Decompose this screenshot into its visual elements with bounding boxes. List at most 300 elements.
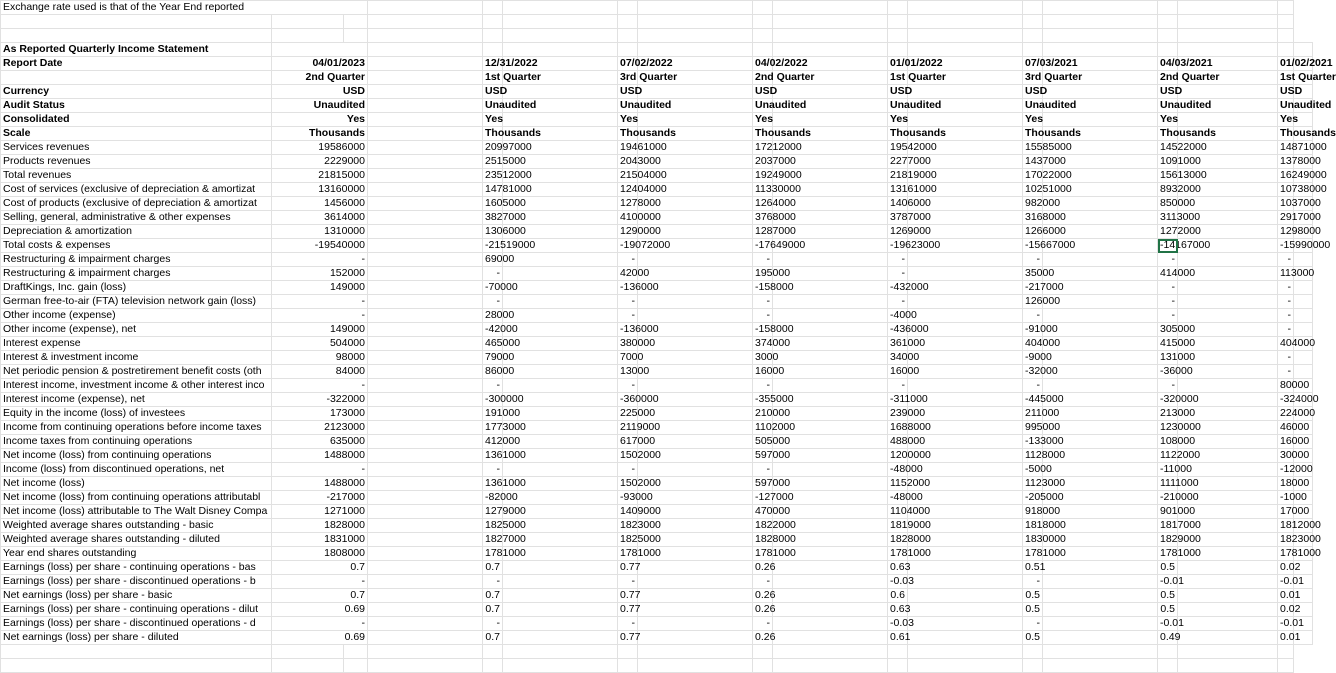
value-cell[interactable]: Unaudited	[888, 99, 908, 113]
value-cell[interactable]: -445000	[1023, 393, 1043, 407]
value-cell[interactable]: 1200000	[888, 449, 908, 463]
value-cell[interactable]: 1781000	[888, 547, 908, 561]
value-cell[interactable]: Yes	[753, 113, 773, 127]
value-cell[interactable]: 1822000	[753, 519, 773, 533]
cell[interactable]	[638, 1, 753, 15]
value-cell[interactable]: 1287000	[753, 225, 773, 239]
value-cell[interactable]: 28000	[483, 309, 503, 323]
value-cell[interactable]: 0.77	[618, 631, 638, 645]
value-cell[interactable]: 361000	[888, 337, 908, 351]
value-cell[interactable]: 1812000	[1278, 519, 1294, 533]
value-cell[interactable]: -48000	[888, 463, 908, 477]
value-cell[interactable]: -12000	[1278, 463, 1294, 477]
value-cell[interactable]: USD	[1158, 85, 1178, 99]
value-cell[interactable]: 20997000	[483, 141, 503, 155]
value-cell[interactable]: 0.7	[483, 589, 503, 603]
value-cell[interactable]: 1037000	[1278, 197, 1294, 211]
value-cell[interactable]: 1111000	[1158, 477, 1178, 491]
value-cell[interactable]: -11000	[1158, 463, 1178, 477]
value-cell[interactable]: USD	[753, 85, 773, 99]
value-cell[interactable]: 1272000	[1158, 225, 1178, 239]
value-cell[interactable]: 1264000	[753, 197, 773, 211]
value-cell[interactable]: 901000	[1158, 505, 1178, 519]
value-cell[interactable]	[1278, 43, 1294, 57]
value-cell[interactable]: Yes	[1278, 113, 1294, 127]
value-cell[interactable]: -0.01	[1158, 617, 1178, 631]
value-cell[interactable]: -355000	[753, 393, 773, 407]
cell[interactable]	[638, 85, 753, 99]
value-cell[interactable]: 635000	[272, 435, 368, 449]
value-cell[interactable]: -15990000	[1278, 239, 1294, 253]
row-label[interactable]: Earnings (loss) per share - discontinued operations - d	[1, 617, 272, 631]
cell[interactable]	[1043, 43, 1158, 57]
value-cell[interactable]: 19249000	[753, 169, 773, 183]
value-cell[interactable]: 1819000	[888, 519, 908, 533]
cell[interactable]	[773, 617, 888, 631]
value-cell[interactable]: 1456000	[272, 197, 368, 211]
value-cell[interactable]: -	[483, 575, 503, 589]
cell[interactable]	[908, 631, 1023, 645]
value-cell[interactable]: -	[483, 617, 503, 631]
value-cell[interactable]: 01/02/2021	[1278, 57, 1294, 71]
value-cell[interactable]: 0.26	[753, 561, 773, 575]
cell[interactable]	[1178, 631, 1278, 645]
cell[interactable]	[1178, 561, 1278, 575]
cell[interactable]	[368, 295, 483, 309]
value-cell[interactable]: 0.02	[1278, 561, 1294, 575]
value-cell[interactable]: 224000	[1278, 407, 1294, 421]
cell[interactable]	[368, 99, 483, 113]
value-cell[interactable]: USD	[1023, 85, 1043, 99]
cell[interactable]	[618, 659, 638, 673]
cell[interactable]	[368, 155, 483, 169]
cell[interactable]	[888, 29, 908, 43]
cell[interactable]	[773, 645, 888, 659]
row-label[interactable]: Cost of services (exclusive of depreciation & amortizat	[1, 183, 272, 197]
value-cell[interactable]: -127000	[753, 491, 773, 505]
cell[interactable]	[368, 113, 483, 127]
row-label[interactable]: Weighted average shares outstanding - diluted	[1, 533, 272, 547]
row-label[interactable]: Net earnings (loss) per share - basic	[1, 589, 272, 603]
value-cell[interactable]: -	[1158, 309, 1178, 323]
value-cell[interactable]: -324000	[1278, 393, 1294, 407]
value-cell[interactable]: -158000	[753, 323, 773, 337]
cell[interactable]	[618, 645, 638, 659]
cell[interactable]	[1178, 253, 1278, 267]
row-label[interactable]: Services revenues	[1, 141, 272, 155]
cell[interactable]	[638, 43, 753, 57]
value-cell[interactable]: 1266000	[1023, 225, 1043, 239]
value-cell[interactable]: 380000	[618, 337, 638, 351]
cell[interactable]	[503, 281, 618, 295]
value-cell[interactable]: 597000	[753, 477, 773, 491]
value-cell[interactable]: 0.77	[618, 603, 638, 617]
cell[interactable]	[908, 351, 1023, 365]
value-cell[interactable]: -0.03	[888, 617, 908, 631]
cell[interactable]	[1043, 575, 1158, 589]
value-cell[interactable]: 1605000	[483, 197, 503, 211]
value-cell[interactable]: -	[1278, 253, 1294, 267]
value-cell[interactable]: 305000	[1158, 323, 1178, 337]
cell[interactable]	[368, 183, 483, 197]
cell[interactable]	[773, 463, 888, 477]
value-cell[interactable]: 1828000	[888, 533, 908, 547]
cell[interactable]	[368, 449, 483, 463]
cell[interactable]	[773, 575, 888, 589]
cell[interactable]	[503, 295, 618, 309]
cell[interactable]	[1, 659, 272, 673]
cell[interactable]	[638, 309, 753, 323]
row-label[interactable]: Interest expense	[1, 337, 272, 351]
cell[interactable]	[368, 379, 483, 393]
cell[interactable]	[503, 29, 618, 43]
value-cell[interactable]: Thousands	[1158, 127, 1178, 141]
cell[interactable]	[773, 659, 888, 673]
cell[interactable]	[368, 491, 483, 505]
value-cell[interactable]: -21519000	[483, 239, 503, 253]
value-cell[interactable]: 2917000	[1278, 211, 1294, 225]
cell[interactable]	[1178, 43, 1278, 57]
value-cell[interactable]: 597000	[753, 449, 773, 463]
value-cell[interactable]: 3827000	[483, 211, 503, 225]
cell[interactable]	[888, 1, 908, 15]
cell[interactable]	[1043, 407, 1158, 421]
exchange-rate-note[interactable]: Exchange rate used is that of the Year End reported	[1, 1, 368, 15]
value-cell[interactable]: 152000	[272, 267, 368, 281]
value-cell[interactable]: 3000	[753, 351, 773, 365]
value-cell[interactable]: -	[618, 575, 638, 589]
value-cell[interactable]: -0.03	[888, 575, 908, 589]
cell[interactable]	[368, 589, 483, 603]
value-cell[interactable]: -205000	[1023, 491, 1043, 505]
cell[interactable]	[503, 617, 618, 631]
row-label[interactable]: Report Date	[1, 57, 272, 71]
value-cell[interactable]: -	[753, 575, 773, 589]
value-cell[interactable]: -	[1278, 365, 1294, 379]
cell[interactable]	[908, 295, 1023, 309]
value-cell[interactable]: Yes	[483, 113, 503, 127]
cell[interactable]	[908, 15, 1023, 29]
cell[interactable]	[888, 645, 908, 659]
value-cell[interactable]: 15585000	[1023, 141, 1043, 155]
value-cell[interactable]: 86000	[483, 365, 503, 379]
value-cell[interactable]: 12404000	[618, 183, 638, 197]
value-cell[interactable]: 1298000	[1278, 225, 1294, 239]
value-cell[interactable]: 1831000	[272, 533, 368, 547]
cell[interactable]	[368, 519, 483, 533]
value-cell[interactable]: 14522000	[1158, 141, 1178, 155]
value-cell[interactable]: 1781000	[1278, 547, 1294, 561]
value-cell[interactable]: -	[1023, 575, 1043, 589]
value-cell[interactable]: 3168000	[1023, 211, 1043, 225]
value-cell[interactable]: 0.7	[272, 561, 368, 575]
cell[interactable]	[368, 337, 483, 351]
value-cell[interactable]: Yes	[1158, 113, 1178, 127]
value-cell[interactable]: -322000	[272, 393, 368, 407]
cell[interactable]	[908, 267, 1023, 281]
cell[interactable]	[1158, 645, 1178, 659]
cell[interactable]	[503, 309, 618, 323]
cell[interactable]	[368, 281, 483, 295]
cell[interactable]	[368, 547, 483, 561]
row-label[interactable]: Selling, general, administrative & other expenses	[1, 211, 272, 225]
cell[interactable]	[1043, 29, 1158, 43]
cell[interactable]	[638, 29, 753, 43]
row-label[interactable]: Total costs & expenses	[1, 239, 272, 253]
value-cell[interactable]: 1378000	[1278, 155, 1294, 169]
value-cell[interactable]: USD	[1278, 85, 1294, 99]
cell[interactable]	[908, 253, 1023, 267]
cell[interactable]	[1178, 295, 1278, 309]
row-label[interactable]: Net earnings (loss) per share - diluted	[1, 631, 272, 645]
value-cell[interactable]: -217000	[272, 491, 368, 505]
value-cell[interactable]: 1104000	[888, 505, 908, 519]
cell[interactable]	[1043, 631, 1158, 645]
value-cell[interactable]: 69000	[483, 253, 503, 267]
value-cell[interactable]: 617000	[618, 435, 638, 449]
row-label[interactable]	[1, 71, 272, 85]
value-cell[interactable]: 98000	[272, 351, 368, 365]
value-cell[interactable]: -	[483, 295, 503, 309]
cell[interactable]	[503, 85, 618, 99]
value-cell[interactable]: 1825000	[618, 533, 638, 547]
cell[interactable]	[503, 589, 618, 603]
row-label[interactable]: Net income (loss) attributable to The Walt Disney Compa	[1, 505, 272, 519]
value-cell[interactable]: -	[272, 295, 368, 309]
value-cell[interactable]: 1829000	[1158, 533, 1178, 547]
value-cell[interactable]: -	[888, 295, 908, 309]
row-label[interactable]: Total revenues	[1, 169, 272, 183]
cell[interactable]	[368, 477, 483, 491]
cell[interactable]	[503, 603, 618, 617]
cell[interactable]	[483, 15, 503, 29]
value-cell[interactable]: 404000	[1023, 337, 1043, 351]
value-cell[interactable]: 1279000	[483, 505, 503, 519]
value-cell[interactable]: 0.7	[483, 603, 503, 617]
cell[interactable]	[1, 15, 272, 29]
cell[interactable]	[368, 617, 483, 631]
value-cell[interactable]: 30000	[1278, 449, 1294, 463]
cell[interactable]	[773, 15, 888, 29]
cell[interactable]	[483, 659, 503, 673]
cell[interactable]	[1278, 15, 1294, 29]
cell[interactable]	[773, 295, 888, 309]
value-cell[interactable]: 07/03/2021	[1023, 57, 1043, 71]
value-cell[interactable]: 1773000	[483, 421, 503, 435]
row-label[interactable]: German free-to-air (FTA) television network gain (loss)	[1, 295, 272, 309]
value-cell[interactable]: 213000	[1158, 407, 1178, 421]
value-cell[interactable]: 2nd Quarter	[753, 71, 773, 85]
cell[interactable]	[368, 575, 483, 589]
cell[interactable]	[773, 309, 888, 323]
cell[interactable]	[368, 29, 483, 43]
value-cell[interactable]: 16000	[753, 365, 773, 379]
value-cell[interactable]: 1781000	[1023, 547, 1043, 561]
value-cell[interactable]: -	[272, 575, 368, 589]
cell[interactable]	[503, 379, 618, 393]
value-cell[interactable]: 374000	[753, 337, 773, 351]
value-cell[interactable]: 1230000	[1158, 421, 1178, 435]
cell[interactable]	[1043, 659, 1158, 673]
cell[interactable]	[638, 589, 753, 603]
value-cell[interactable]: 21815000	[272, 169, 368, 183]
row-label[interactable]: Other income (expense), net	[1, 323, 272, 337]
value-cell[interactable]: -0.01	[1158, 575, 1178, 589]
cell[interactable]	[368, 645, 483, 659]
cell[interactable]	[638, 351, 753, 365]
value-cell[interactable]: Unaudited	[1278, 99, 1294, 113]
cell[interactable]	[368, 407, 483, 421]
value-cell[interactable]: 488000	[888, 435, 908, 449]
cell[interactable]	[1043, 309, 1158, 323]
cell[interactable]	[1043, 323, 1158, 337]
value-cell[interactable]: 1781000	[1158, 547, 1178, 561]
row-label[interactable]: As Reported Quarterly Income Statement	[1, 43, 272, 57]
value-cell[interactable]: 1830000	[1023, 533, 1043, 547]
value-cell[interactable]: USD	[618, 85, 638, 99]
cell[interactable]	[1294, 323, 1313, 337]
value-cell[interactable]: 1828000	[272, 519, 368, 533]
value-cell[interactable]: 1781000	[483, 547, 503, 561]
value-cell[interactable]: -	[1278, 295, 1294, 309]
value-cell[interactable]: -136000	[618, 281, 638, 295]
cell[interactable]	[368, 85, 483, 99]
value-cell[interactable]: 2119000	[618, 421, 638, 435]
cell[interactable]	[618, 29, 638, 43]
value-cell[interactable]: 04/02/2022	[753, 57, 773, 71]
value-cell[interactable]: 225000	[618, 407, 638, 421]
cell[interactable]	[1278, 29, 1294, 43]
value-cell[interactable]: 1502000	[618, 449, 638, 463]
cell[interactable]	[503, 645, 618, 659]
cell[interactable]	[368, 505, 483, 519]
cell[interactable]	[368, 603, 483, 617]
value-cell[interactable]: 404000	[1278, 337, 1294, 351]
value-cell[interactable]: Thousands	[1278, 127, 1294, 141]
cell[interactable]	[1043, 379, 1158, 393]
row-label[interactable]: Restructuring & impairment charges	[1, 253, 272, 267]
value-cell[interactable]: 16249000	[1278, 169, 1294, 183]
row-label[interactable]: Net income (loss) from continuing operations	[1, 449, 272, 463]
value-cell[interactable]: 1828000	[753, 533, 773, 547]
cell[interactable]	[503, 351, 618, 365]
value-cell[interactable]: 04/01/2023	[272, 57, 368, 71]
value-cell[interactable]: -	[1023, 309, 1043, 323]
value-cell[interactable]: 2nd Quarter	[1158, 71, 1178, 85]
value-cell[interactable]: -	[753, 617, 773, 631]
cell[interactable]	[503, 659, 618, 673]
cell[interactable]	[368, 267, 483, 281]
value-cell[interactable]: -	[618, 309, 638, 323]
value-cell[interactable]: -70000	[483, 281, 503, 295]
value-cell[interactable]: 1st Quarter	[888, 71, 908, 85]
row-label[interactable]: Currency	[1, 85, 272, 99]
value-cell[interactable]: -15667000	[1023, 239, 1043, 253]
value-cell[interactable]: 0.5	[1023, 603, 1043, 617]
value-cell[interactable]: 12/31/2022	[483, 57, 503, 71]
value-cell[interactable]: 84000	[272, 365, 368, 379]
value-cell[interactable]: 0.6	[888, 589, 908, 603]
cell[interactable]	[908, 659, 1023, 673]
cell[interactable]	[503, 463, 618, 477]
cell[interactable]	[1178, 281, 1278, 295]
value-cell[interactable]: -	[888, 253, 908, 267]
cell[interactable]	[368, 197, 483, 211]
value-cell[interactable]: 1091000	[1158, 155, 1178, 169]
value-cell[interactable]: 04/03/2021	[1158, 57, 1178, 71]
value-cell[interactable]: -42000	[483, 323, 503, 337]
cell[interactable]	[1043, 617, 1158, 631]
value-cell[interactable]: 1781000	[618, 547, 638, 561]
row-label[interactable]: Year end shares outstanding	[1, 547, 272, 561]
value-cell[interactable]: -	[1023, 379, 1043, 393]
value-cell[interactable]: 2nd Quarter	[272, 71, 368, 85]
cell[interactable]	[1178, 463, 1278, 477]
value-cell[interactable]: -	[1278, 351, 1294, 365]
cell[interactable]	[1178, 29, 1278, 43]
value-cell[interactable]: 8932000	[1158, 183, 1178, 197]
row-label[interactable]: Income from continuing operations before income taxes	[1, 421, 272, 435]
value-cell[interactable]: -	[618, 463, 638, 477]
cell[interactable]	[1178, 617, 1278, 631]
cell[interactable]	[368, 225, 483, 239]
value-cell[interactable]: Unaudited	[618, 99, 638, 113]
value-cell[interactable]: -133000	[1023, 435, 1043, 449]
cell[interactable]	[1043, 463, 1158, 477]
value-cell[interactable]: 0.77	[618, 561, 638, 575]
value-cell[interactable]: -	[1023, 253, 1043, 267]
value-cell[interactable]: Thousands	[272, 127, 368, 141]
cell[interactable]	[1043, 645, 1158, 659]
value-cell[interactable]	[618, 43, 638, 57]
value-cell[interactable]: 2043000	[618, 155, 638, 169]
cell[interactable]	[503, 15, 618, 29]
value-cell[interactable]	[753, 43, 773, 57]
value-cell[interactable]: Unaudited	[1023, 99, 1043, 113]
value-cell[interactable]: 0.01	[1278, 589, 1294, 603]
value-cell[interactable]: -93000	[618, 491, 638, 505]
value-cell[interactable]: 1st Quarter	[1278, 71, 1294, 85]
cell[interactable]	[503, 561, 618, 575]
value-cell[interactable]: 108000	[1158, 435, 1178, 449]
cell[interactable]	[638, 113, 753, 127]
value-cell[interactable]: 7000	[618, 351, 638, 365]
value-cell[interactable]: 1823000	[618, 519, 638, 533]
row-label[interactable]: Net income (loss) from continuing operations attributabl	[1, 491, 272, 505]
value-cell[interactable]: 505000	[753, 435, 773, 449]
value-cell[interactable]: 465000	[483, 337, 503, 351]
value-cell[interactable]: -4000	[888, 309, 908, 323]
value-cell[interactable]: Yes	[888, 113, 908, 127]
value-cell[interactable]: 1st Quarter	[483, 71, 503, 85]
cell[interactable]	[483, 645, 503, 659]
cell[interactable]	[1043, 561, 1158, 575]
cell[interactable]	[1178, 1, 1278, 15]
cell[interactable]	[368, 127, 483, 141]
row-label[interactable]: Earnings (loss) per share - discontinued operations - b	[1, 575, 272, 589]
value-cell[interactable]: Unaudited	[1158, 99, 1178, 113]
value-cell[interactable]: 1290000	[618, 225, 638, 239]
cell[interactable]	[1043, 589, 1158, 603]
value-cell[interactable]: 15613000	[1158, 169, 1178, 183]
row-label[interactable]: Income (loss) from discontinued operations, net	[1, 463, 272, 477]
cell[interactable]	[908, 379, 1023, 393]
cell[interactable]	[272, 645, 344, 659]
cell[interactable]	[638, 491, 753, 505]
value-cell[interactable]: -19623000	[888, 239, 908, 253]
value-cell[interactable]: 21504000	[618, 169, 638, 183]
row-label[interactable]: Net periodic pension & postretirement benefit costs (oth	[1, 365, 272, 379]
